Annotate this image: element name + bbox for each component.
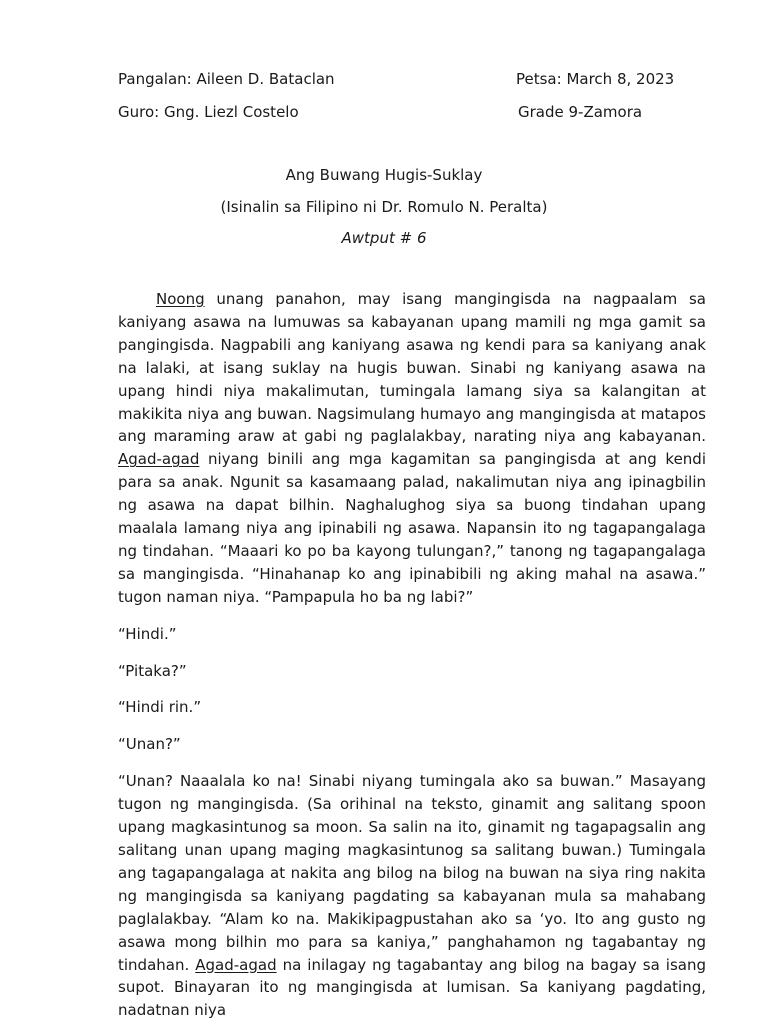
dialog-line-4: “Unan?”	[118, 735, 181, 754]
paragraph-2	[118, 770, 706, 1022]
output-number: Awtput # 6	[341, 229, 427, 247]
student-name: Pangalan: Aileen D. Bataclan	[118, 70, 335, 88]
dialog-line-1: “Hindi.”	[118, 624, 177, 643]
underlined-word: Agad-agad	[118, 450, 200, 469]
teacher-name: Guro: Gng. Liezl Costelo	[118, 103, 299, 121]
paragraph-text: unang panahon, may isang mangingisda na nagpaalam sa kaniyang asawa na lumuwas sa kabayanan upang mamili ng mga gamit sa pangingisda. Nagpabili ang kaniyang asawa ng kendi para sa kaniyang anak na lalaki, at isang suklay na hugis buwan. Sinabi ng kaniyang asawa na upang hindi niya makalimutan, tumingala lamang siya sa kalangitan at makikita niya ang buwan. Nagsimulang humayo ang mangingisda at matapos ang maraming araw at gabi ng paglalakbay, narating niya ang kabayanan.	[118, 290, 706, 446]
story-subtitle: (Isinalin sa Filipino ni Dr. Romulo N. Peralta)	[220, 198, 548, 216]
date: Petsa: March 8, 2023	[516, 70, 675, 88]
paragraph-text: na inilagay ng tagabantay ang bilog na bagay sa isang supot. Binayaran ito ng mangingisda at lumisan. Sa kaniyang pagdating, nadatnan niya	[118, 955, 706, 1020]
story-title: Ang Buwang Hugis-Suklay	[285, 166, 483, 184]
underlined-word: Noong	[156, 290, 205, 308]
dialog-line-3: “Hindi rin.”	[118, 698, 202, 717]
underlined-word: Agad-agad	[195, 955, 277, 974]
paragraph-1	[118, 288, 706, 609]
dialog-line-2: “Pitaka?”	[118, 661, 187, 680]
grade-section: Grade 9-Zamora	[518, 103, 643, 121]
story-body	[118, 288, 706, 1022]
paragraph-text: niyang binili ang mga kagamitan sa pangingisda at ang kendi para sa anak. Ngunit sa kasamaang palad, nakalimutan niya ang ipinagbilin ng asawa na dapat bilhin. Naghalughog siya sa buong tindahan upang maalala lamang niya ang ipinabili ng asawa. Napansin ito ng tagapangalaga ng tindahan. “Maaari ko po ba kayong tulungan?,” tanong ng tagapangalaga sa mangingisda. “Hinahanap ko ang ipinabibili ng aking mahal na asawa.” tugon naman niya. “Pampapula ho ba ng labi?”	[118, 450, 706, 606]
paragraph-text: “Unan? Naaalala ko na! Sinabi niyang tumingala ako sa buwan.” Masayang tugon ng mangingisda. (Sa orihinal na teksto, ginamit ang salitang spoon upang magkasintunog sa moon. Sa salin na ito, ginamit ng tagapagsalin ang salitang unan upang maging magkasintunog sa salitang buwan.) Tumingala ang tagapangalaga at nakita ang bilog na bilog na buwan na siya ring nakita ng mangingisda sa kaniyang pagdating sa kabayanan mula sa mahabang paglalakbay. “Alam ko na. Makikipagpustahan ako sa ‘yo. Ito ang gusto ng asawa mong bilhin mo para sa kaniya,” panghahamon ng tagabantay ng tindahan.	[118, 772, 706, 974]
